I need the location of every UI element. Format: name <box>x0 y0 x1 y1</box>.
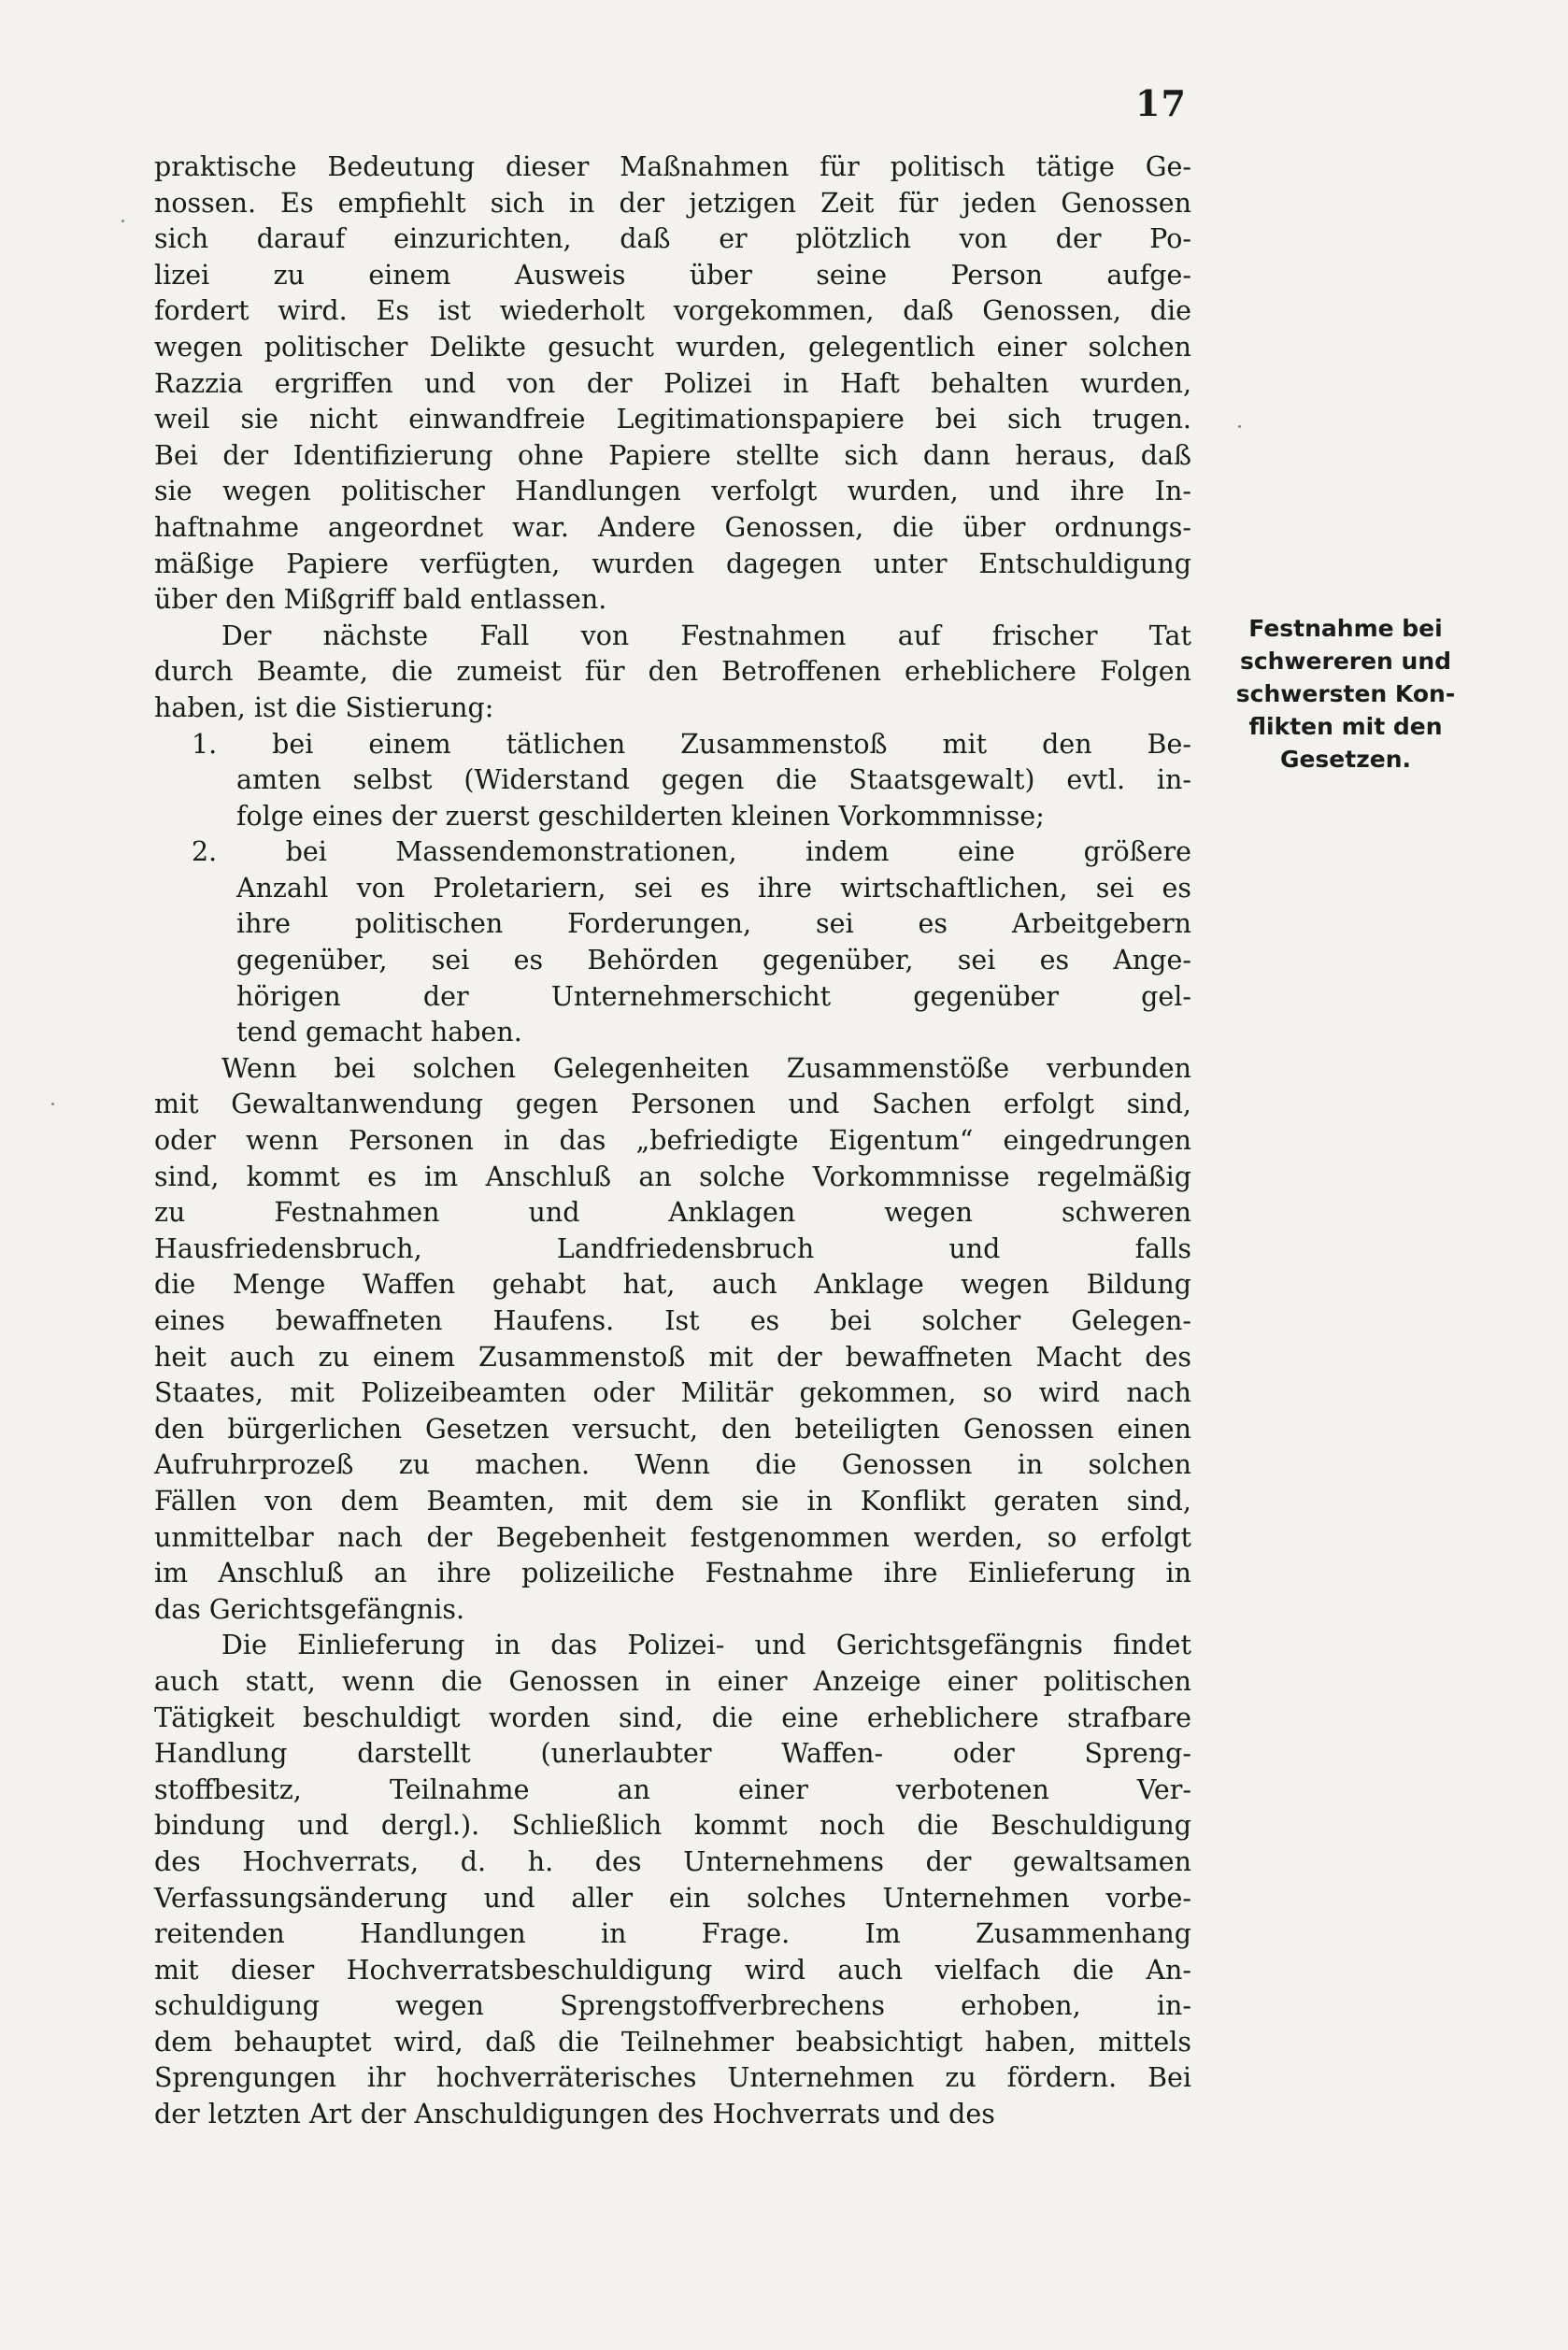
text-line: heit auch zu einem Zusammenstoß mit der bewaffneten Macht des <box>154 1341 1191 1373</box>
text-line: Der nächste Fall von Festnahmen auf frischer Tat <box>221 620 1191 651</box>
margin-note-line: Gesetzen. <box>1279 746 1412 773</box>
margin-note <box>1219 612 1472 776</box>
text-line: Hausfriedensbruch, Landfriedensbruch und falls <box>154 1232 1191 1264</box>
text-line: haben, ist die Sistierung: <box>154 691 494 723</box>
text-line: stoffbesitz, Teilnahme an einer verbotenen Ver- <box>154 1773 1191 1805</box>
page-number: 17 <box>1135 82 1187 124</box>
text-line: Staates, mit Polizeibeamten oder Militär gekommen, so wird nach <box>154 1377 1191 1409</box>
text-line: auch statt, wenn die Genossen in einer Anzeige einer politischen <box>154 1665 1191 1697</box>
text-line: Anzahl von Proletariern, sei es ihre wirtschaftlichen, sei es <box>236 872 1191 904</box>
margin-note-line: Festnahme bei <box>1248 615 1443 642</box>
text-line: wegen politischer Delikte gesucht wurden, gelegentlich einer solchen <box>154 331 1191 363</box>
text-line: zu Festnahmen und Anklagen wegen schweren <box>154 1197 1191 1229</box>
text-line: dem behauptet wird, daß die Teilnehmer beabsichtigt haben, mittels <box>154 2026 1191 2058</box>
paper-speck <box>1238 425 1241 428</box>
text-line: Die Einlieferung in das Polizei- und Gerichtsgefängnis findet <box>221 1630 1191 1661</box>
paper-speck <box>121 220 124 222</box>
text-line: bindung und dergl.). Schließlich kommt noch die Beschuldigung <box>154 1810 1191 1842</box>
text-line: reitenden Handlungen in Frage. Im Zusammenhang <box>154 1918 1191 1950</box>
text-line: das Gerichtsgefängnis. <box>154 1593 465 1625</box>
text-line: Verfassungsänderung und aller ein solches Unternehmen vorbe- <box>154 1882 1191 1914</box>
text-line: sie wegen politischer Handlungen verfolgt wurden, und ihre In- <box>154 476 1191 507</box>
text-line: amten selbst (Widerstand gegen die Staatsgewalt) evtl. in- <box>236 764 1191 796</box>
text-line: mit Gewaltanwendung gegen Personen und Sachen erfolgt sind, <box>154 1089 1191 1120</box>
text-line: Sprengungen ihr hochverräterisches Unternehmen zu fördern. Bei <box>154 2062 1191 2094</box>
margin-note-line: schwereren und <box>1239 648 1452 675</box>
text-line: unmittelbar nach der Begebenheit festgenommen werden, so erfolgt <box>154 1521 1191 1553</box>
text-line: Fällen von dem Beamten, mit dem sie in Konflikt geraten sind, <box>154 1485 1191 1517</box>
text-line: Tätigkeit beschuldigt worden sind, die eine erheblichere strafbare <box>154 1702 1191 1733</box>
text-line: schuldigung wegen Sprengstoffverbrechens erhoben, in- <box>154 1990 1191 2022</box>
text-line: über den Mißgriff bald entlassen. <box>154 584 607 616</box>
text-line: nossen. Es empfiehlt sich in der jetzigen Zeit für jeden Genossen <box>154 187 1191 219</box>
text-line: durch Beamte, die zumeist für den Betroffenen erheblichere Folgen <box>154 656 1191 688</box>
text-line: oder wenn Personen in das „befriedigte Eigentum“ eingedrungen <box>154 1125 1191 1157</box>
text-line: Aufruhrprozeß zu machen. Wenn die Genossen in solchen <box>154 1449 1191 1481</box>
text-line: Bei der Identifizierung ohne Papiere stellte sich dann heraus, daß <box>154 439 1191 471</box>
text-line: tend gemacht haben. <box>236 1017 522 1048</box>
text-line: gegenüber, sei es Behörden gegenüber, sei es Ange- <box>236 945 1191 976</box>
text-line: der letzten Art der Anschuldigungen des Hochverrats und des <box>154 2099 995 2130</box>
text-line: praktische Bedeutung dieser Maßnahmen für politisch tätige Ge- <box>154 151 1191 182</box>
margin-note-line: schwersten Kon- <box>1235 680 1456 707</box>
text-line: lizei zu einem Ausweis über seine Person aufge- <box>154 259 1191 291</box>
text-line: eines bewaffneten Haufens. Ist es bei solcher Gelegen- <box>154 1305 1191 1336</box>
text-line: des Hochverrats, d. h. des Unternehmens der gewaltsamen <box>154 1845 1191 1877</box>
text-line: weil sie nicht einwandfreie Legitimationspapiere bei sich trugen. <box>154 404 1191 435</box>
text-line: Razzia ergriffen und von der Polizei in Haft behalten wurden, <box>154 367 1191 399</box>
text-line: hörigen der Unternehmerschicht gegenüber gel- <box>236 980 1191 1012</box>
text-line: fordert wird. Es ist wiederholt vorgekommen, daß Genossen, die <box>154 295 1191 327</box>
text-line: sind, kommt es im Anschluß an solche Vorkommnisse regelmäßig <box>154 1161 1191 1192</box>
paper-speck <box>51 1103 54 1105</box>
text-line: 2. bei Massendemonstrationen, indem eine größere <box>192 836 1191 868</box>
text-line: Handlung darstellt (unerlaubter Waffen- oder Spreng- <box>154 1738 1191 1770</box>
text-line: den bürgerlichen Gesetzen versucht, den beteiligten Genossen einen <box>154 1413 1191 1445</box>
text-line: im Anschluß an ihre polizeiliche Festnahme ihre Einlieferung in <box>154 1558 1191 1589</box>
text-line: 1. bei einem tätlichen Zusammenstoß mit den Be- <box>192 728 1191 760</box>
text-line: sich darauf einzurichten, daß er plötzlich von der Po- <box>154 223 1191 255</box>
text-line: folge eines der zuerst geschilderten kleinen Vorkommnisse; <box>236 800 1045 832</box>
text-line: mäßige Papiere verfügten, wurden dagegen unter Entschuldigung <box>154 548 1191 579</box>
text-line: ihre politischen Forderungen, sei es Arbeitgebern <box>236 908 1191 940</box>
margin-note-line: flikten mit den <box>1248 713 1443 740</box>
text-line: mit dieser Hochverratsbeschuldigung wird auch vielfach die An- <box>154 1954 1191 1986</box>
text-line: die Menge Waffen gehabt hat, auch Anklage wegen Bildung <box>154 1269 1191 1301</box>
text-line: haftnahme angeordnet war. Andere Genossen, die über ordnungs- <box>154 511 1191 543</box>
body-text <box>154 150 1191 2133</box>
text-line: Wenn bei solchen Gelegenheiten Zusammenstöße verbunden <box>221 1052 1191 1084</box>
